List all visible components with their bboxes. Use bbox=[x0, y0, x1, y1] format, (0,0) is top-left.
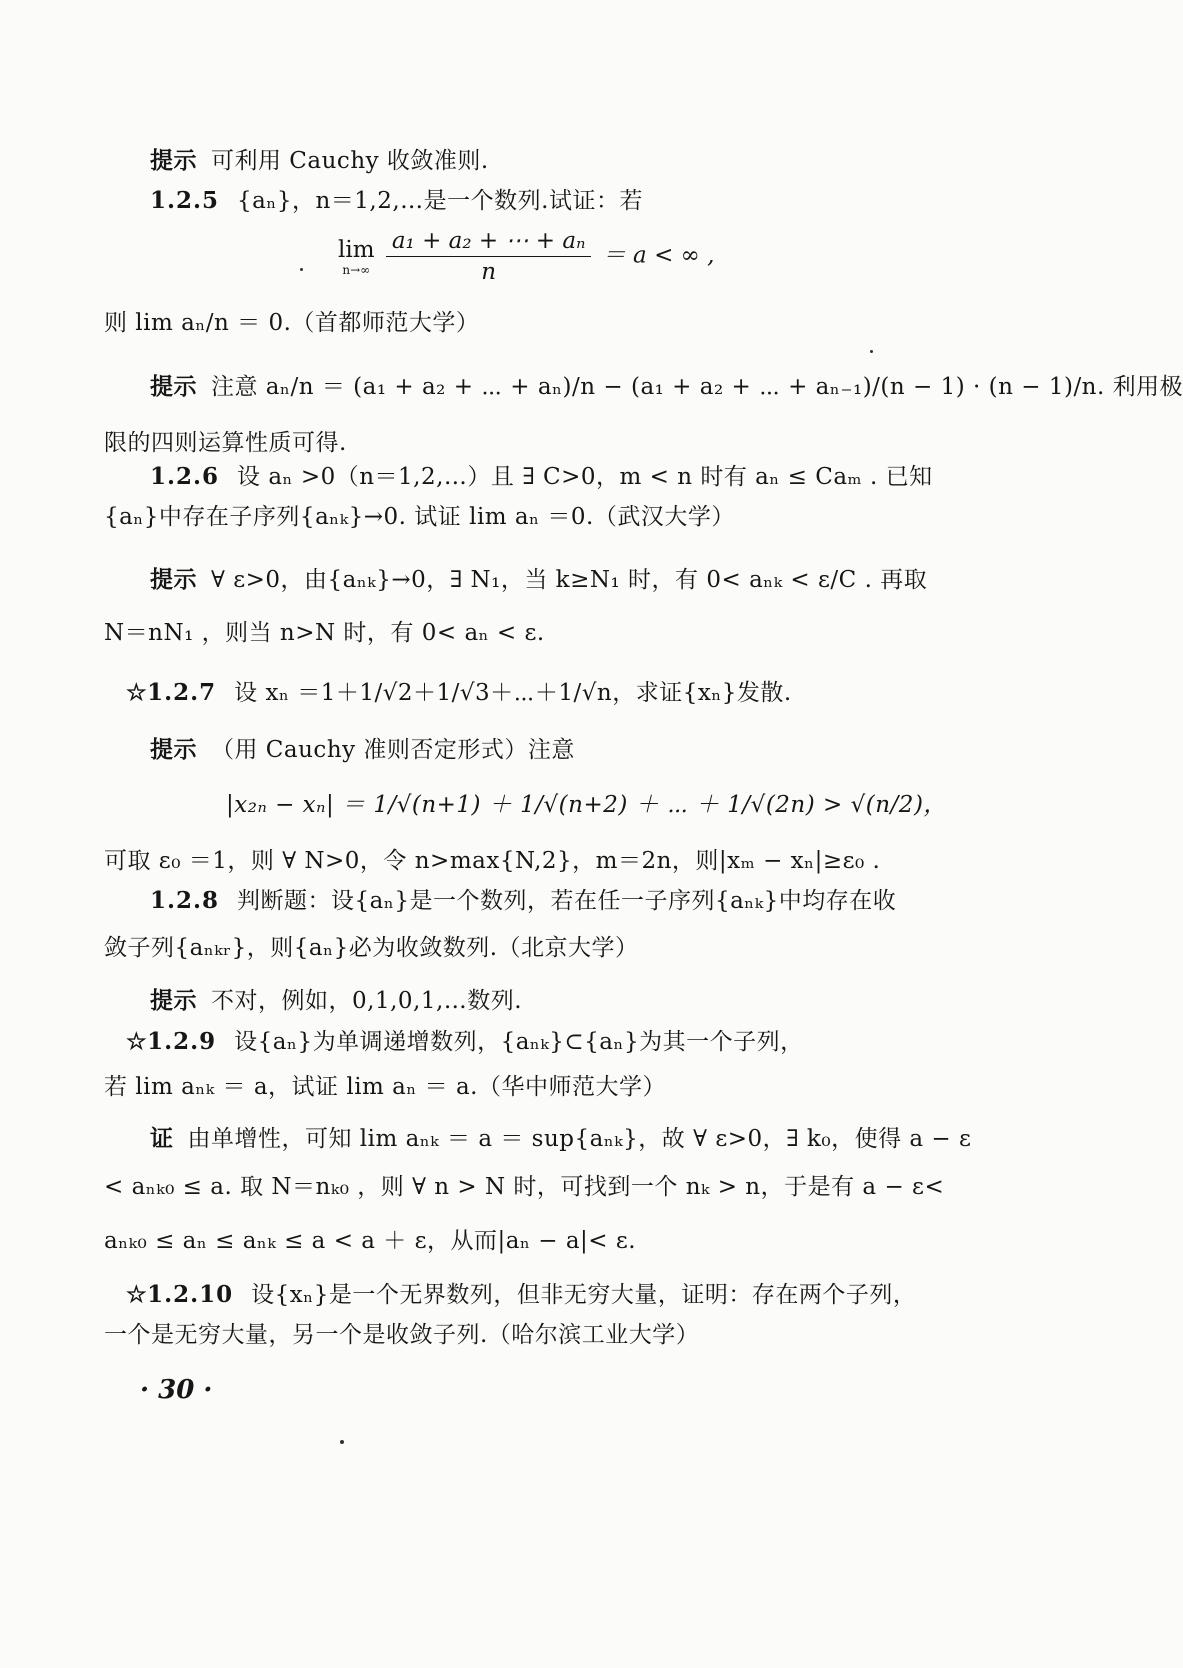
numerator: a₁ + a₂ + ⋯ + aₙ bbox=[386, 228, 592, 257]
problem-number: 1.2.10 bbox=[147, 1281, 234, 1308]
hint-line bbox=[150, 565, 927, 595]
hint-label: 提示 bbox=[150, 987, 197, 1014]
hint-label: 提示 bbox=[150, 147, 197, 174]
fraction bbox=[386, 228, 592, 285]
problem-statement-continued: 敛子列{aₙₖᵣ}，则{aₙ}必为收敛数列.（北京大学） bbox=[104, 935, 639, 961]
problem-statement: 判断题：设{aₙ}是一个数列，若在任一子序列{aₙₖ}中均存在收 bbox=[237, 888, 897, 914]
proof-continuation: < aₙₖ₀ ≤ a. 取 N＝nₖ₀ ，则 ∀ n > N 时，可找到一个 nₖ > n，于是有 a − ε< bbox=[104, 1174, 945, 1200]
formula-limit-mean: lim n→∞ $\frac{\text{a₁ + a₂ + ⋯ + aₙ}}{n}$ ＝ a < ∞ , bbox=[338, 228, 715, 285]
problem-statement: 设 xₙ ＝1＋1/√2＋1/√3＋⋯＋1/√n，求证{xₙ}发散. bbox=[234, 680, 792, 706]
hint-line bbox=[150, 986, 522, 1016]
problem-1-2-6 bbox=[150, 462, 933, 492]
proof-text: 由单增性，可知 lim aₙₖ ＝ a ＝ sup{aₙₖ}，故 ∀ ε>0，∃ k₀，使得 a − ε bbox=[187, 1126, 972, 1152]
scan-speck bbox=[300, 268, 303, 271]
problem-number: 1.2.9 bbox=[147, 1028, 217, 1055]
page-number: · 30 · bbox=[140, 1375, 213, 1405]
problem-statement-continued: 一个是无穷大量，另一个是收敛子列.（哈尔滨工业大学） bbox=[104, 1322, 700, 1348]
problem-1-2-8 bbox=[150, 886, 896, 916]
hint-text: ∀ ε>0，由{aₙₖ}→0，∃ N₁，当 k≥N₁ 时，有 0< aₙₖ < ε/C . 再取 bbox=[211, 567, 928, 593]
hint-label: 提示 bbox=[150, 373, 197, 400]
problem-number: 1.2.5 bbox=[150, 187, 220, 214]
problem-statement: 设{xₙ}是一个无界数列，但非无穷大量，证明：存在两个子列， bbox=[251, 1282, 917, 1308]
star-icon: ☆ bbox=[126, 1281, 148, 1308]
proof-line bbox=[150, 1124, 971, 1154]
problem-statement-continued: 若 lim aₙₖ ＝ a，试证 lim aₙ ＝ a.（华中师范大学） bbox=[104, 1074, 666, 1100]
hint-line bbox=[150, 146, 489, 176]
problem-1-2-10 bbox=[126, 1280, 916, 1310]
problem-statement-continued: {aₙ}中存在子序列{aₙₖ}→0. 试证 lim aₙ ＝0.（武汉大学） bbox=[104, 504, 735, 530]
hint-label: 提示 bbox=[150, 736, 197, 763]
problem-statement: {aₙ}，n＝1,2,…是一个数列.试证：若 bbox=[237, 188, 643, 214]
problem-1-2-5 bbox=[150, 186, 643, 216]
hint-text: 注意 aₙ/n ＝ (a₁ + a₂ + ⋯ + aₙ)/n − (a₁ + a₂ + ⋯ + aₙ₋₁)/(n − 1) · (n − 1)/n. 利用极 bbox=[211, 374, 1183, 400]
hint-line bbox=[150, 372, 1183, 402]
hint-continuation: N＝nN₁ ，则当 n>N 时，有 0< aₙ < ε. bbox=[104, 620, 545, 646]
star-icon: ☆ bbox=[126, 679, 148, 706]
hint-line bbox=[150, 735, 575, 765]
problem-conclusion: 则 lim aₙ/n ＝ 0.（首都师范大学） bbox=[104, 310, 480, 336]
proof-continuation: aₙₖ₀ ≤ aₙ ≤ aₙₖ ≤ a < a ＋ ε，从而|aₙ − a|< ε. bbox=[104, 1228, 637, 1254]
proof-label: 证 bbox=[150, 1125, 174, 1152]
problem-number: 1.2.8 bbox=[150, 887, 220, 914]
problem-statement: 设 aₙ >0（n＝1,2,…）且 ∃ C>0，m < n 时有 aₙ ≤ Caₘ . 已知 bbox=[237, 464, 933, 490]
scan-speck bbox=[340, 1440, 344, 1444]
hint-text: （用 Cauchy 准则否定形式）注意 bbox=[211, 737, 575, 763]
problem-1-2-7 bbox=[126, 678, 792, 708]
hint-text: 不对，例如，0,1,0,1,…数列. bbox=[211, 988, 523, 1014]
hint-label: 提示 bbox=[150, 566, 197, 593]
hint-continuation: 限的四则运算性质可得. bbox=[104, 430, 347, 456]
scan-speck bbox=[870, 350, 873, 353]
problem-number: 1.2.7 bbox=[147, 679, 217, 706]
problem-1-2-9 bbox=[126, 1027, 804, 1057]
hint-text: 可利用 Cauchy 收敛准则. bbox=[211, 148, 489, 174]
denominator: n bbox=[481, 259, 497, 285]
lim-subscript: n→∞ bbox=[342, 262, 371, 277]
formula-difference: |x₂ₙ − xₙ| ＝ 1/√(n+1) ＋ 1/√(n+2) ＋ ⋯ ＋ 1/√(2n) > √(n/2)， bbox=[226, 792, 947, 818]
star-icon: ☆ bbox=[126, 1028, 148, 1055]
problem-statement: 设{aₙ}为单调递增数列，{aₙₖ}⊂{aₙ}为其一个子列， bbox=[234, 1029, 804, 1055]
formula-rhs: ＝ a < ∞ , bbox=[602, 242, 715, 269]
problem-number: 1.2.6 bbox=[150, 463, 220, 490]
hint-continuation: 可取 ε₀ ＝1，则 ∀ N>0，令 n>max{N,2}，m＝2n，则|xₘ − xₙ|≥ε₀ . bbox=[104, 848, 881, 874]
